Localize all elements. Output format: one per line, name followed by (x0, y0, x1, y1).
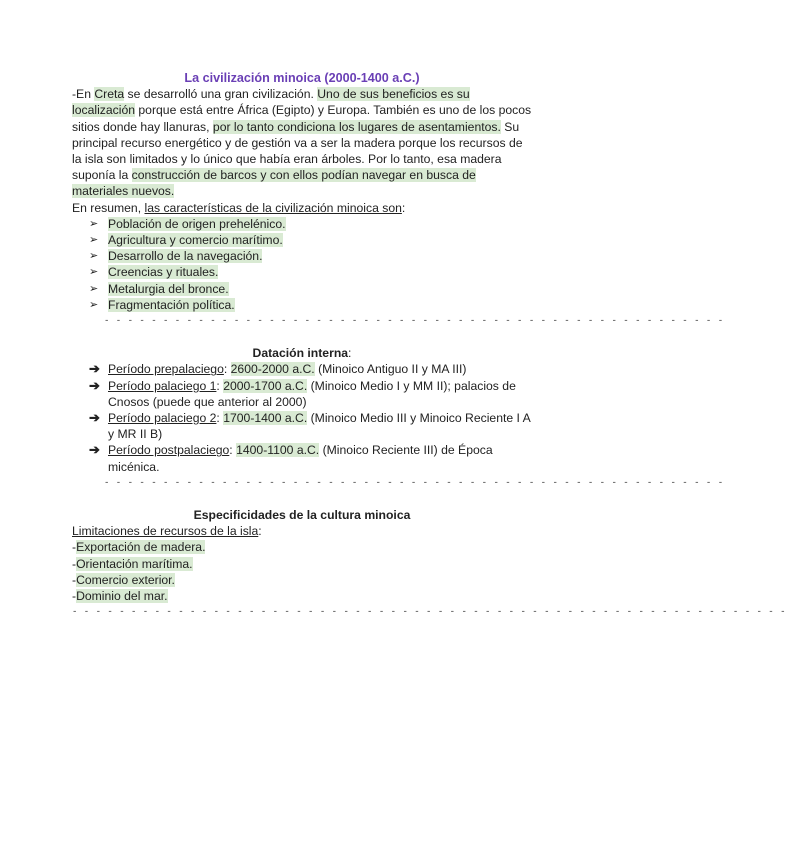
characteristics-list (72, 216, 532, 313)
arrow-right-icon: ➔ (89, 442, 100, 458)
summary-suffix: : (401, 200, 406, 215)
bullet-arrow-icon: ➢ (89, 282, 99, 295)
list-item (72, 556, 532, 572)
bullet-arrow-icon: ➢ (89, 250, 99, 263)
list-item (89, 378, 532, 410)
spacer (72, 491, 532, 507)
list-item (89, 281, 532, 297)
period-detail: (Minoico Medio III y Minoico Reciente I A y MR II B) (108, 411, 531, 442)
highlight-settlements: por lo tanto condiciona los lugares de asentamientos. (212, 119, 501, 134)
intro-paragraph (72, 86, 532, 199)
specific-item-text: Comercio exterior. (76, 572, 175, 587)
intro-text-0: -En (72, 87, 95, 102)
list-item (89, 410, 532, 442)
divider-1: - - - - - - - - - - - - - - - - - - - - - - - - - - - - - - - - - - - - - - - - - - - - - - - - - - - - - (104, 316, 724, 327)
bullet-arrow-icon: ➢ (89, 266, 99, 279)
characteristic-text: Población de origen prehelénico. (108, 216, 286, 231)
dash-prefix: - (72, 556, 77, 571)
period-sep: : (229, 443, 237, 458)
highlight-ships: construcción de barcos y con ellos podían navegar en busca de materiales nuevos. (72, 168, 476, 199)
specifics-heading: Especificidades de la cultura minoica (193, 508, 411, 523)
period-date: 1700-1400 a.C. (223, 411, 308, 426)
dating-heading-colon: : (348, 346, 352, 361)
period-date: 2600-2000 a.C. (230, 362, 315, 377)
period-date: 1400-1100 a.C. (236, 443, 320, 458)
specific-item-text: Orientación marítima. (76, 556, 193, 571)
dating-list (72, 361, 532, 474)
specific-item-text: Dominio del mar. (76, 589, 168, 604)
highlight-creta: Creta (94, 87, 125, 102)
dating-heading-text: Datación interna (252, 346, 349, 361)
period-date: 2000-1700 a.C. (223, 378, 308, 393)
period-detail: (Minoico Reciente III) de Época micénica. (108, 443, 493, 474)
period-sep: : (216, 378, 224, 393)
characteristic-text: Metalurgia del bronce. (108, 281, 229, 296)
specifics-sub-underlined: Limitaciones de recursos de la isla (72, 524, 259, 539)
characteristic-text: Desarrollo de la navegación. (108, 249, 263, 264)
list-item (72, 539, 532, 555)
divider-3: - - - - - - - - - - - - - - - - - - - - - - - - - - - - - - - - - - - - - - - - - - - - - - - - - - - - - - - - - - - - - (72, 607, 786, 618)
bullet-arrow-icon: ➢ (89, 298, 99, 311)
period-name: Período palaciego 2 (108, 411, 217, 426)
bullet-arrow-icon: ➢ (89, 217, 99, 230)
list-item (89, 297, 532, 313)
intro-text-1: se desarrolló una gran civilización. (124, 87, 318, 102)
characteristic-text: Agricultura y comercio marítimo. (108, 233, 283, 248)
period-sep: : (223, 362, 231, 377)
specific-item-text: Exportación de madera. (76, 540, 206, 555)
dating-heading (72, 345, 532, 361)
list-item (89, 361, 532, 377)
document-body (72, 70, 786, 621)
period-detail: (Minoico Medio I y MM II); palacios de Cnosos (puede que anterior al 2000) (108, 378, 516, 409)
period-name: Período postpalaciego (108, 443, 230, 458)
divider-2: - - - - - - - - - - - - - - - - - - - - - - - - - - - - - - - - - - - - - - - - - - - - - - - - - - - - - (104, 477, 724, 488)
intro-text-3: Su principal recurso energético y de gestión va a ser la madera porque los recursos de la isla son limitados y lo único que había eran árboles. Por lo tanto, esa madera suponía la (72, 119, 523, 183)
list-item (89, 442, 532, 474)
list-item (89, 232, 532, 248)
list-item (89, 216, 532, 232)
period-detail: (Minoico Antiguo II y MA III) (314, 362, 467, 377)
summary-line (72, 200, 532, 216)
period-name: Período prepalaciego (108, 362, 224, 377)
arrow-right-icon: ➔ (89, 410, 100, 426)
document-title: La civilización minoica (2000-1400 a.C.) (184, 71, 420, 85)
list-item (72, 572, 532, 588)
list-item (89, 248, 532, 264)
summary-prefix: En resumen, (72, 200, 145, 215)
arrow-right-icon: ➔ (89, 361, 100, 377)
dash-prefix: - (72, 589, 77, 604)
summary-underlined: las características de la civilización minoica son (144, 200, 402, 215)
specifics-subheading (72, 523, 532, 539)
dash-prefix: - (72, 572, 77, 587)
specifics-sub-colon: : (258, 524, 262, 539)
bullet-arrow-icon: ➢ (89, 234, 99, 247)
list-item (89, 264, 532, 280)
arrow-right-icon: ➔ (89, 377, 100, 393)
spacer (72, 329, 532, 345)
period-name: Período palaciego 1 (108, 378, 217, 393)
highlight-location: Uno de sus beneficios es su localización (72, 87, 470, 118)
characteristic-text: Creencias y rituales. (108, 265, 219, 280)
intro-text-2: porque está entre África (Egipto) y Europa. También es uno de los pocos sitios donde hay llanuras, (72, 103, 532, 134)
period-sep: : (216, 411, 224, 426)
list-item (72, 588, 532, 604)
dash-prefix: - (72, 540, 77, 555)
characteristic-text: Fragmentación política. (108, 297, 235, 312)
